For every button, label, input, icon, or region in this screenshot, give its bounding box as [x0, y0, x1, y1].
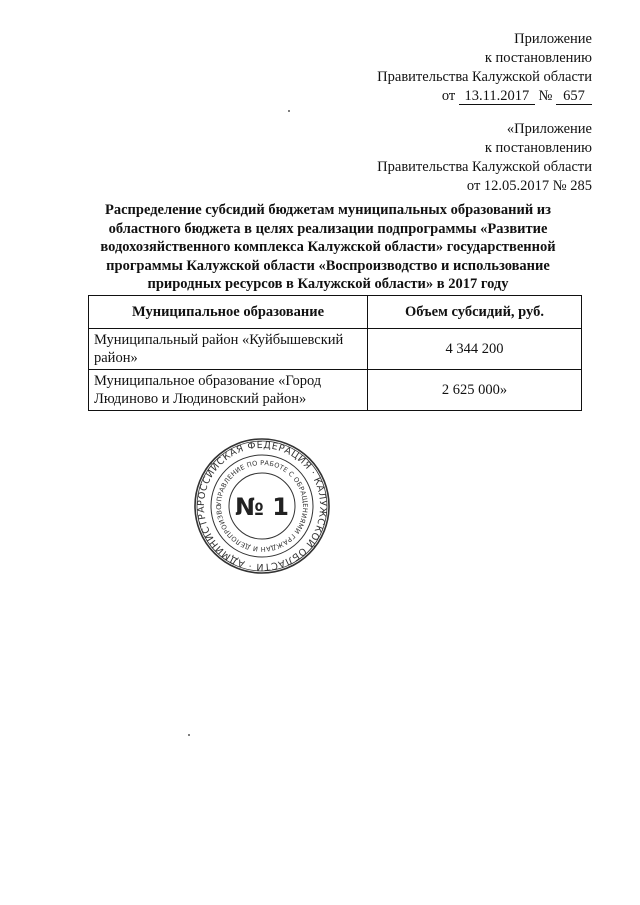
resolution-number: 657: [556, 88, 592, 105]
orig-appendix-label: «Приложение: [506, 121, 592, 137]
amount-cell: 4 344 200: [368, 329, 582, 370]
stamp-inner-text: УПРАВЛЕНИЕ ПО РАБОТЕ С ОБРАЩЕНИЯМИ ГРАЖДАН И ДЕЛОПРОИЗВО: [214, 458, 310, 554]
resolution-date: 13.11.2017: [459, 88, 535, 105]
table-row: [89, 329, 582, 370]
orig-government-label: Правительства Калужской области: [377, 159, 592, 175]
subsidy-table: [88, 295, 582, 411]
scan-speck: [288, 110, 290, 112]
column-header-municipality: Муниципальное образование: [89, 296, 368, 329]
orig-to-resolution-label: к постановлению: [484, 140, 592, 156]
amount-cell: 2 625 000»: [368, 370, 582, 411]
government-label: Правительства Калужской области: [377, 69, 592, 85]
stamp-outer-text: РОССИЙСКАЯ ФЕДЕРАЦИЯ · КАЛУЖСКОЙ ОБЛАСТИ · АДМИНИСТРА: [195, 439, 329, 573]
scan-speck: [188, 734, 190, 736]
date-prefix: от: [441, 88, 456, 104]
table-row: [89, 370, 582, 411]
orig-date-line: от 12.05.2017 № 285: [466, 178, 592, 194]
stamp-seal-icon: [192, 436, 332, 576]
table-header-row: [89, 296, 582, 329]
to-resolution-label: к постановлению: [484, 50, 592, 66]
column-header-amount: Объем субсидий, руб.: [368, 296, 582, 329]
appendix-label: Приложение: [514, 31, 592, 47]
resolution-date-line: [377, 87, 592, 106]
municipality-cell: Муниципальный район «Куйбышевский район»: [89, 329, 368, 370]
original-appendix-header: [377, 120, 592, 196]
approval-header: [377, 30, 592, 106]
number-prefix: №: [538, 88, 553, 104]
document-title: Распределение субсидий бюджетам муниципальных образований из областного бюджета в целях реализации подпрограммы «Развитие водохозяйственного комплекса Калужской области» государственной программы Калужской области «Воспроизводство и использование природных ресурсов в Калужской области» в 2017 году: [100, 202, 556, 292]
municipality-cell: Муниципальное образование «Город Людиново и Людиновский район»: [89, 370, 368, 411]
official-stamp: [192, 436, 332, 576]
stamp-number: № 1: [235, 493, 289, 521]
